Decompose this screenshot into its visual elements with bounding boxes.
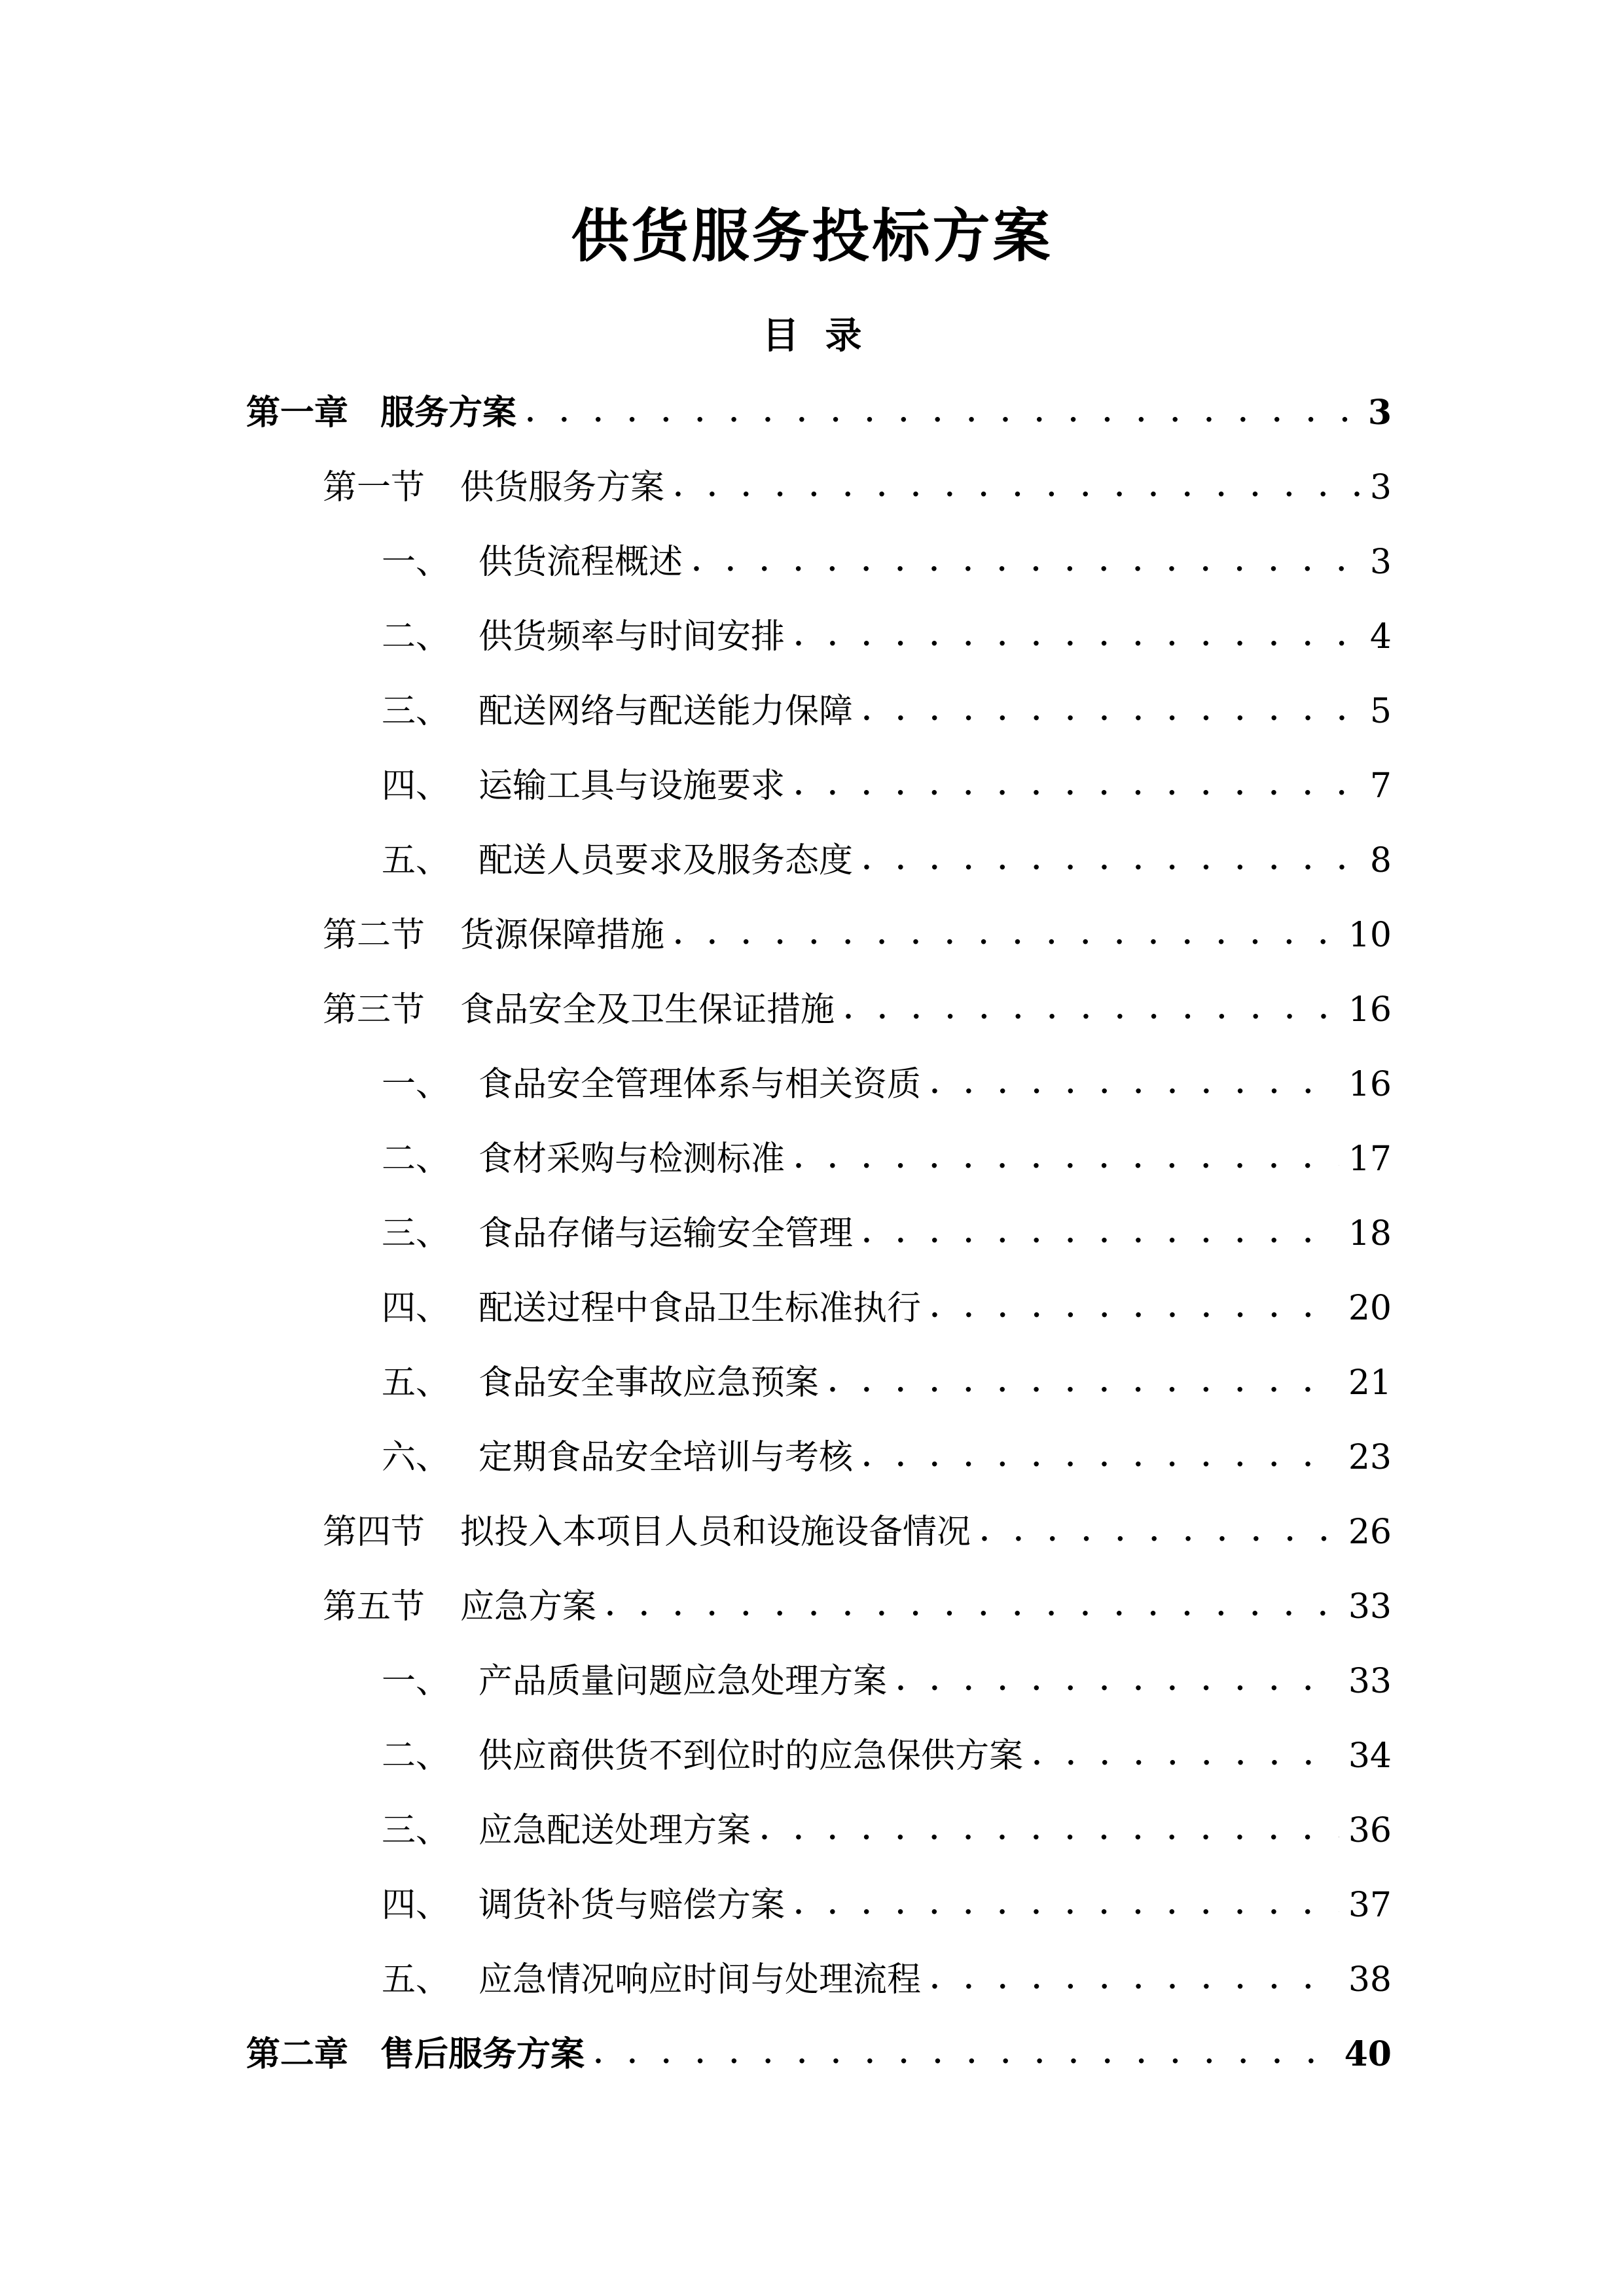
toc-entry-number: 一、: [382, 1065, 450, 1104]
toc-page-number: 18: [1348, 1214, 1392, 1253]
toc-entry-number: 五、: [382, 1960, 450, 2000]
toc-page-number: 34: [1348, 1736, 1392, 1776]
toc-dot-leader: [930, 1271, 1339, 1346]
toc-entry-title: 供货频率与时间安排: [478, 617, 785, 656]
toc-entry-title: 拟投入本项目人员和设施设备情况: [460, 1513, 971, 1552]
toc-entry-line: [382, 1346, 1392, 1420]
toc-subsection-entry[interactable]: [0, 1868, 1624, 1943]
toc-entry-number: 第二节: [323, 916, 425, 955]
toc-entry-title: 应急方案: [460, 1587, 597, 1626]
toc-page-number: 21: [1348, 1363, 1392, 1403]
toc-entry-number: 二、: [382, 617, 450, 656]
toc-entry-title: 运输工具与设施要求: [478, 766, 785, 806]
toc-entry-line: [323, 1570, 1392, 1644]
toc-page-number: 38: [1348, 1960, 1392, 2000]
toc-subsection-entry[interactable]: [0, 1196, 1624, 1271]
toc-subsection-entry[interactable]: [0, 600, 1624, 674]
toc-heading-char-2: 录: [825, 314, 862, 357]
toc-entry-line: [382, 1793, 1392, 1868]
toc-entry-title: 食品安全事故应急预案: [478, 1363, 820, 1403]
toc-dot-leader: [794, 1122, 1339, 1196]
toc-subsection-entry[interactable]: [0, 1271, 1624, 1346]
toc-dot-leader: [1032, 1719, 1339, 1793]
toc-entry-title: 食品存储与运输安全管理: [478, 1214, 854, 1253]
toc-entry-title: 应急配送处理方案: [478, 1811, 751, 1850]
toc-entry-line: [246, 2017, 1392, 2092]
toc-entry-number: 三、: [382, 692, 450, 731]
toc-entry-title: 供货服务方案: [460, 468, 665, 507]
toc-subsection-entry[interactable]: [0, 823, 1624, 898]
toc-entry-line: [323, 450, 1392, 525]
toc-dot-leader: [862, 1420, 1339, 1495]
toc-entry-number: 第一章: [246, 393, 349, 433]
toc-entry-number: 第三节: [323, 990, 425, 1030]
toc-entry-number: 二、: [382, 1736, 450, 1776]
toc-dot-leader: [594, 2017, 1335, 2092]
toc-chapter-entry[interactable]: [0, 2017, 1624, 2092]
toc-entry-number: 一、: [382, 1662, 450, 1701]
toc-chapter-entry[interactable]: [0, 376, 1624, 450]
toc-entry-title: 配送网络与配送能力保障: [478, 692, 854, 731]
toc-entry-line: [382, 749, 1392, 823]
toc-subsection-entry[interactable]: [0, 525, 1624, 600]
toc-entry-number: 六、: [382, 1438, 450, 1477]
toc-subsection-entry[interactable]: [0, 1793, 1624, 1868]
toc-page-number: 26: [1348, 1513, 1392, 1552]
toc-entry-number: 四、: [382, 766, 450, 806]
toc-page-number: 33: [1348, 1662, 1392, 1701]
toc-entry-title: 供应商供货不到位时的应急保供方案: [478, 1736, 1024, 1776]
toc-subsection-entry[interactable]: [0, 1644, 1624, 1719]
toc-entry-line: [382, 674, 1392, 749]
toc-dot-leader: [692, 525, 1361, 600]
toc-page-number: 8: [1369, 841, 1392, 880]
toc-section-entry[interactable]: [0, 1495, 1624, 1570]
toc-page-number: 3: [1369, 468, 1392, 507]
toc-page-number: 20: [1348, 1289, 1392, 1328]
toc-subsection-entry[interactable]: [0, 749, 1624, 823]
toc-page-number: 23: [1348, 1438, 1392, 1477]
toc-entry-title: 食品安全及卫生保证措施: [460, 990, 835, 1030]
toc-entry-number: 三、: [382, 1214, 450, 1253]
toc-entry-number: 第四节: [323, 1513, 425, 1552]
toc-dot-leader: [844, 973, 1339, 1047]
toc-subsection-entry[interactable]: [0, 674, 1624, 749]
toc-dot-leader: [862, 823, 1361, 898]
table-of-contents: [0, 376, 1624, 2092]
toc-entry-title: 应急情况响应时间与处理流程: [478, 1960, 922, 2000]
toc-dot-leader: [605, 1570, 1339, 1644]
toc-dot-leader: [862, 1196, 1339, 1271]
toc-entry-line: [382, 600, 1392, 674]
toc-entry-number: 四、: [382, 1886, 450, 1925]
toc-entry-line: [246, 376, 1392, 450]
toc-page-number: 16: [1348, 990, 1392, 1030]
toc-entry-title: 服务方案: [380, 393, 517, 433]
toc-entry-line: [382, 1420, 1392, 1495]
toc-dot-leader: [896, 1644, 1339, 1719]
toc-entry-line: [382, 1943, 1392, 2017]
toc-entry-line: [323, 1495, 1392, 1570]
toc-entry-number: 四、: [382, 1289, 450, 1328]
toc-page-number: 4: [1369, 617, 1392, 656]
toc-entry-number: 五、: [382, 1363, 450, 1403]
toc-entry-line: [323, 973, 1392, 1047]
toc-page-number: 3: [1367, 393, 1392, 433]
toc-dot-leader: [794, 749, 1361, 823]
toc-entry-number: 三、: [382, 1811, 450, 1850]
toc-entry-number: 第一节: [323, 468, 425, 507]
toc-dot-leader: [794, 600, 1361, 674]
toc-subsection-entry[interactable]: [0, 1346, 1624, 1420]
toc-entry-line: [323, 898, 1392, 973]
toc-page-number: 33: [1348, 1587, 1392, 1626]
toc-page-number: 10: [1348, 916, 1392, 955]
toc-entry-line: [382, 823, 1392, 898]
toc-heading: [0, 306, 1624, 365]
toc-subsection-entry[interactable]: [0, 1943, 1624, 2017]
toc-entry-title: 食品安全管理体系与相关资质: [478, 1065, 922, 1104]
toc-subsection-entry[interactable]: [0, 1122, 1624, 1196]
document-title: 供货服务投标方案: [571, 202, 1053, 270]
toc-entry-line: [382, 1719, 1392, 1793]
toc-entry-title: 售后服务方案: [380, 2034, 585, 2074]
toc-page-number: 3: [1369, 543, 1392, 582]
toc-dot-leader: [930, 1047, 1339, 1122]
toc-entry-line: [382, 1196, 1392, 1271]
toc-entry-title: 定期食品安全培训与考核: [478, 1438, 854, 1477]
toc-page-number: 5: [1369, 692, 1392, 731]
toc-entry-line: [382, 1644, 1392, 1719]
toc-entry-number: 第五节: [323, 1587, 425, 1626]
toc-entry-title: 配送人员要求及服务态度: [478, 841, 854, 880]
toc-entry-title: 产品质量问题应急处理方案: [478, 1662, 888, 1701]
toc-entry-title: 货源保障措施: [460, 916, 665, 955]
toc-subsection-entry[interactable]: [0, 1719, 1624, 1793]
toc-page-number: 17: [1348, 1139, 1392, 1179]
toc-section-entry[interactable]: [0, 450, 1624, 525]
toc-section-entry[interactable]: [0, 898, 1624, 973]
toc-entry-line: [382, 1868, 1392, 1943]
toc-page-number: 16: [1348, 1065, 1392, 1104]
toc-dot-leader: [526, 376, 1359, 450]
toc-dot-leader: [794, 1868, 1339, 1943]
toc-entry-title: 配送过程中食品卫生标准执行: [478, 1289, 922, 1328]
toc-entry-number: 一、: [382, 543, 450, 582]
toc-page-number: 36: [1348, 1811, 1392, 1850]
toc-heading-char-1: 目: [762, 314, 799, 357]
toc-entry-line: [382, 1271, 1392, 1346]
toc-section-entry[interactable]: [0, 1570, 1624, 1644]
toc-dot-leader: [760, 1793, 1339, 1868]
toc-page-number: 37: [1348, 1886, 1392, 1925]
toc-entry-number: 五、: [382, 841, 450, 880]
toc-dot-leader: [930, 1943, 1339, 2017]
toc-section-entry[interactable]: [0, 973, 1624, 1047]
toc-dot-leader: [828, 1346, 1339, 1420]
toc-entry-title: 调货补货与赔偿方案: [478, 1886, 785, 1925]
toc-dot-leader: [862, 674, 1361, 749]
toc-entry-line: [382, 1047, 1392, 1122]
toc-dot-leader: [980, 1495, 1339, 1570]
toc-entry-line: [382, 525, 1392, 600]
toc-entry-number: 第二章: [246, 2034, 349, 2074]
toc-subsection-entry[interactable]: [0, 1047, 1624, 1122]
toc-entry-title: 供货流程概述: [478, 543, 683, 582]
toc-entry-line: [382, 1122, 1392, 1196]
toc-dot-leader: [674, 450, 1361, 525]
toc-entry-title: 食材采购与检测标准: [478, 1139, 785, 1179]
toc-subsection-entry[interactable]: [0, 1420, 1624, 1495]
toc-page-number: 7: [1369, 766, 1392, 806]
toc-page-number: 40: [1344, 2034, 1392, 2074]
toc-entry-number: 二、: [382, 1139, 450, 1179]
toc-dot-leader: [674, 898, 1339, 973]
